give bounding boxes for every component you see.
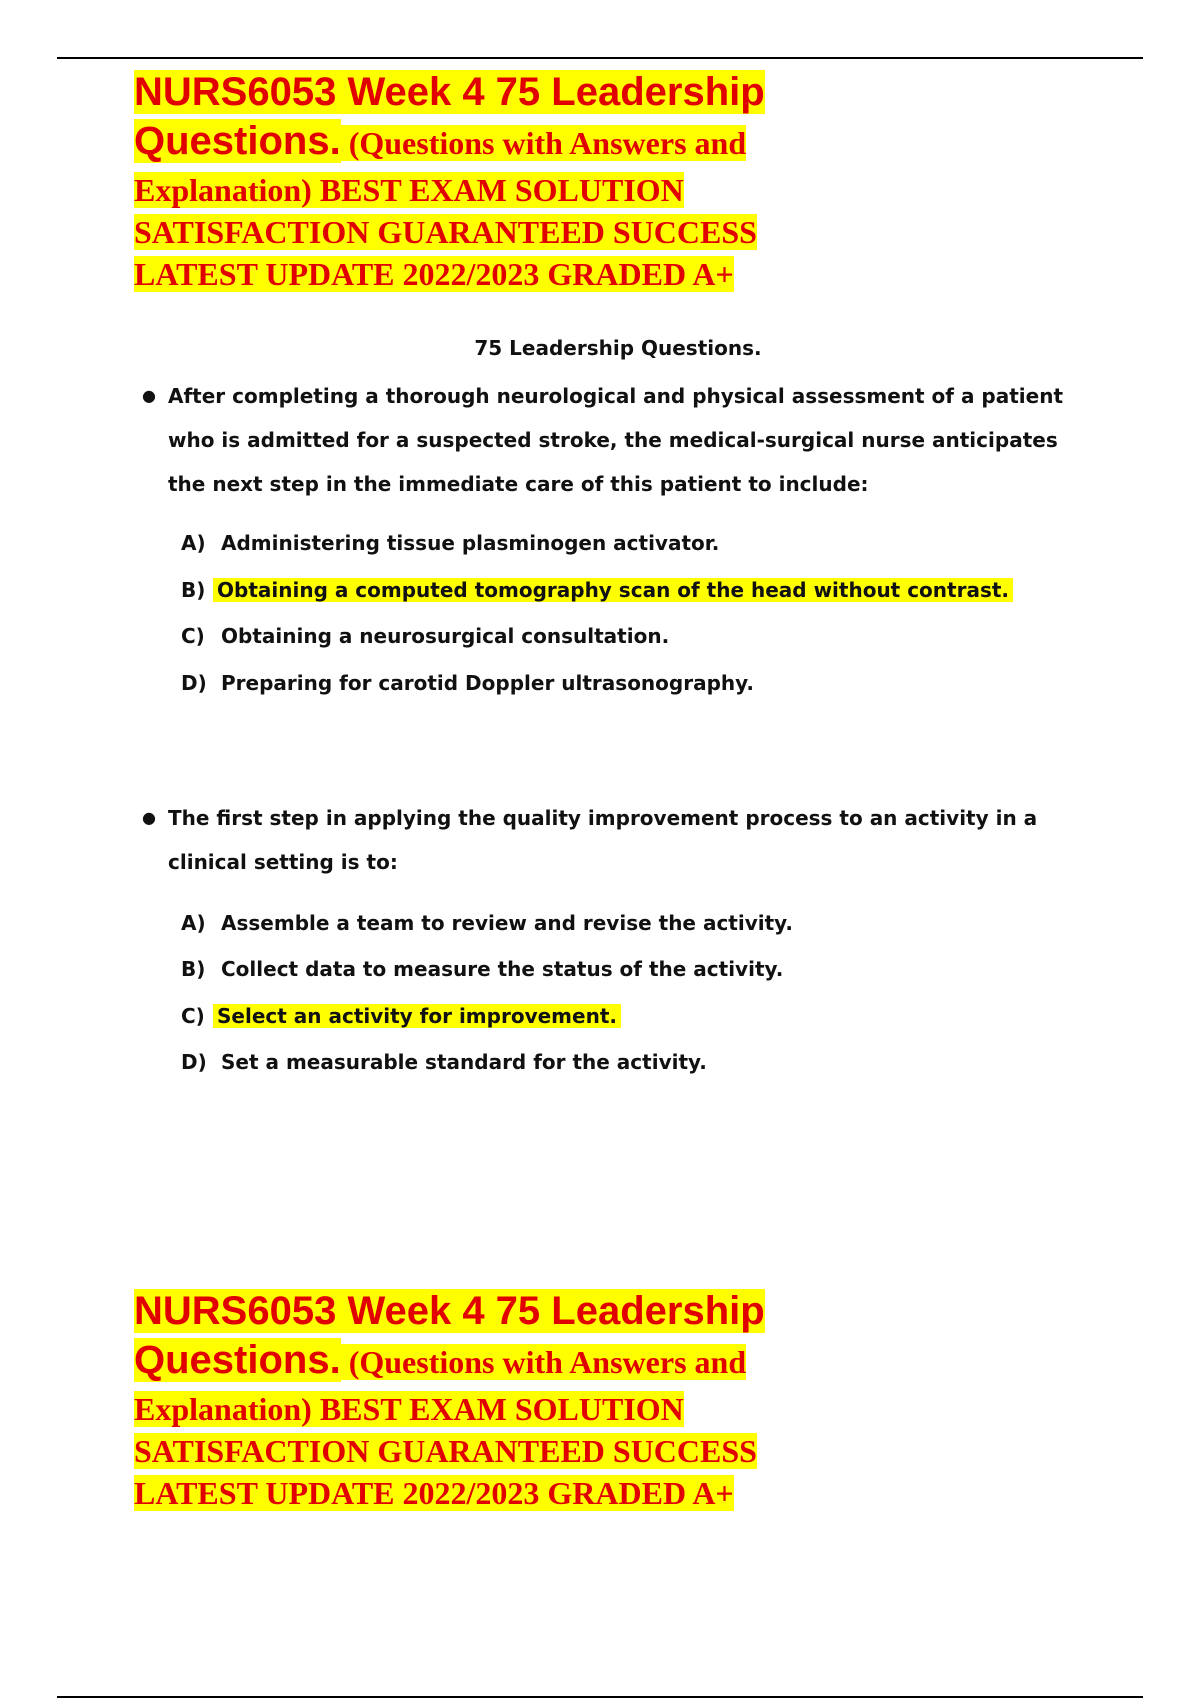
bottom-rule: [57, 1696, 1143, 1698]
heading-line-5: LATEST UPDATE 2022/2023 GRADED A+: [134, 1475, 734, 1511]
question-1-option-b: B) Obtaining a computed tomography scan of the head without contrast.: [181, 575, 1013, 605]
heading-line-4: SATISFACTION GUARANTEED SUCCESS: [134, 1433, 757, 1469]
heading-line-3: Explanation) BEST EXAM SOLUTION: [134, 172, 684, 208]
document-heading-repeat: [134, 1290, 934, 1514]
question-2-option-d: D) Set a measurable standard for the activity.: [181, 1050, 707, 1074]
heading-line-2-sans: Questions.: [134, 119, 341, 163]
heading-line-2-serif: (Questions with Answers and: [348, 125, 747, 161]
question-2-option-c: C) Select an activity for improvement.: [181, 1001, 621, 1031]
heading-line-1: NURS6053 Week 4 75 Leadership: [134, 70, 765, 114]
correct-answer-highlight: Obtaining a computed tomography scan of the head without contrast.: [213, 578, 1013, 602]
heading-line-2-sans: Questions.: [134, 1338, 341, 1382]
question-2-option-a: A) Assemble a team to review and revise the activity.: [181, 911, 793, 935]
question-2-text: The first step in applying the quality improvement process to an activity in a clinical setting is to:: [168, 806, 1038, 874]
question-1-option-a: A) Administering tissue plasminogen activator.: [181, 531, 720, 555]
bullet-icon: ●: [142, 386, 156, 405]
section-subtitle: 75 Leadership Questions.: [474, 336, 762, 360]
bullet-icon: ●: [142, 808, 156, 827]
document-heading: [134, 71, 934, 295]
top-rule: [57, 57, 1143, 59]
heading-line-5: LATEST UPDATE 2022/2023 GRADED A+: [134, 256, 734, 292]
question-1-text: After completing a thorough neurological and physical assessment of a patient who is admitted for a suspected stroke, the medical-surgical nurse anticipates the next step in the immediate care of this patient to include:: [168, 384, 1064, 496]
heading-line-3: Explanation) BEST EXAM SOLUTION: [134, 1391, 684, 1427]
heading-line-4: SATISFACTION GUARANTEED SUCCESS: [134, 214, 757, 250]
correct-answer-highlight: Select an activity for improvement.: [213, 1004, 621, 1028]
question-1-option-d: D) Preparing for carotid Doppler ultrasonography.: [181, 671, 754, 695]
heading-line-2-serif: (Questions with Answers and: [348, 1344, 747, 1380]
heading-line-1: NURS6053 Week 4 75 Leadership: [134, 1289, 765, 1333]
question-2-option-b: B) Collect data to measure the status of the activity.: [181, 957, 784, 981]
question-1-option-c: C) Obtaining a neurosurgical consultation.: [181, 624, 670, 648]
